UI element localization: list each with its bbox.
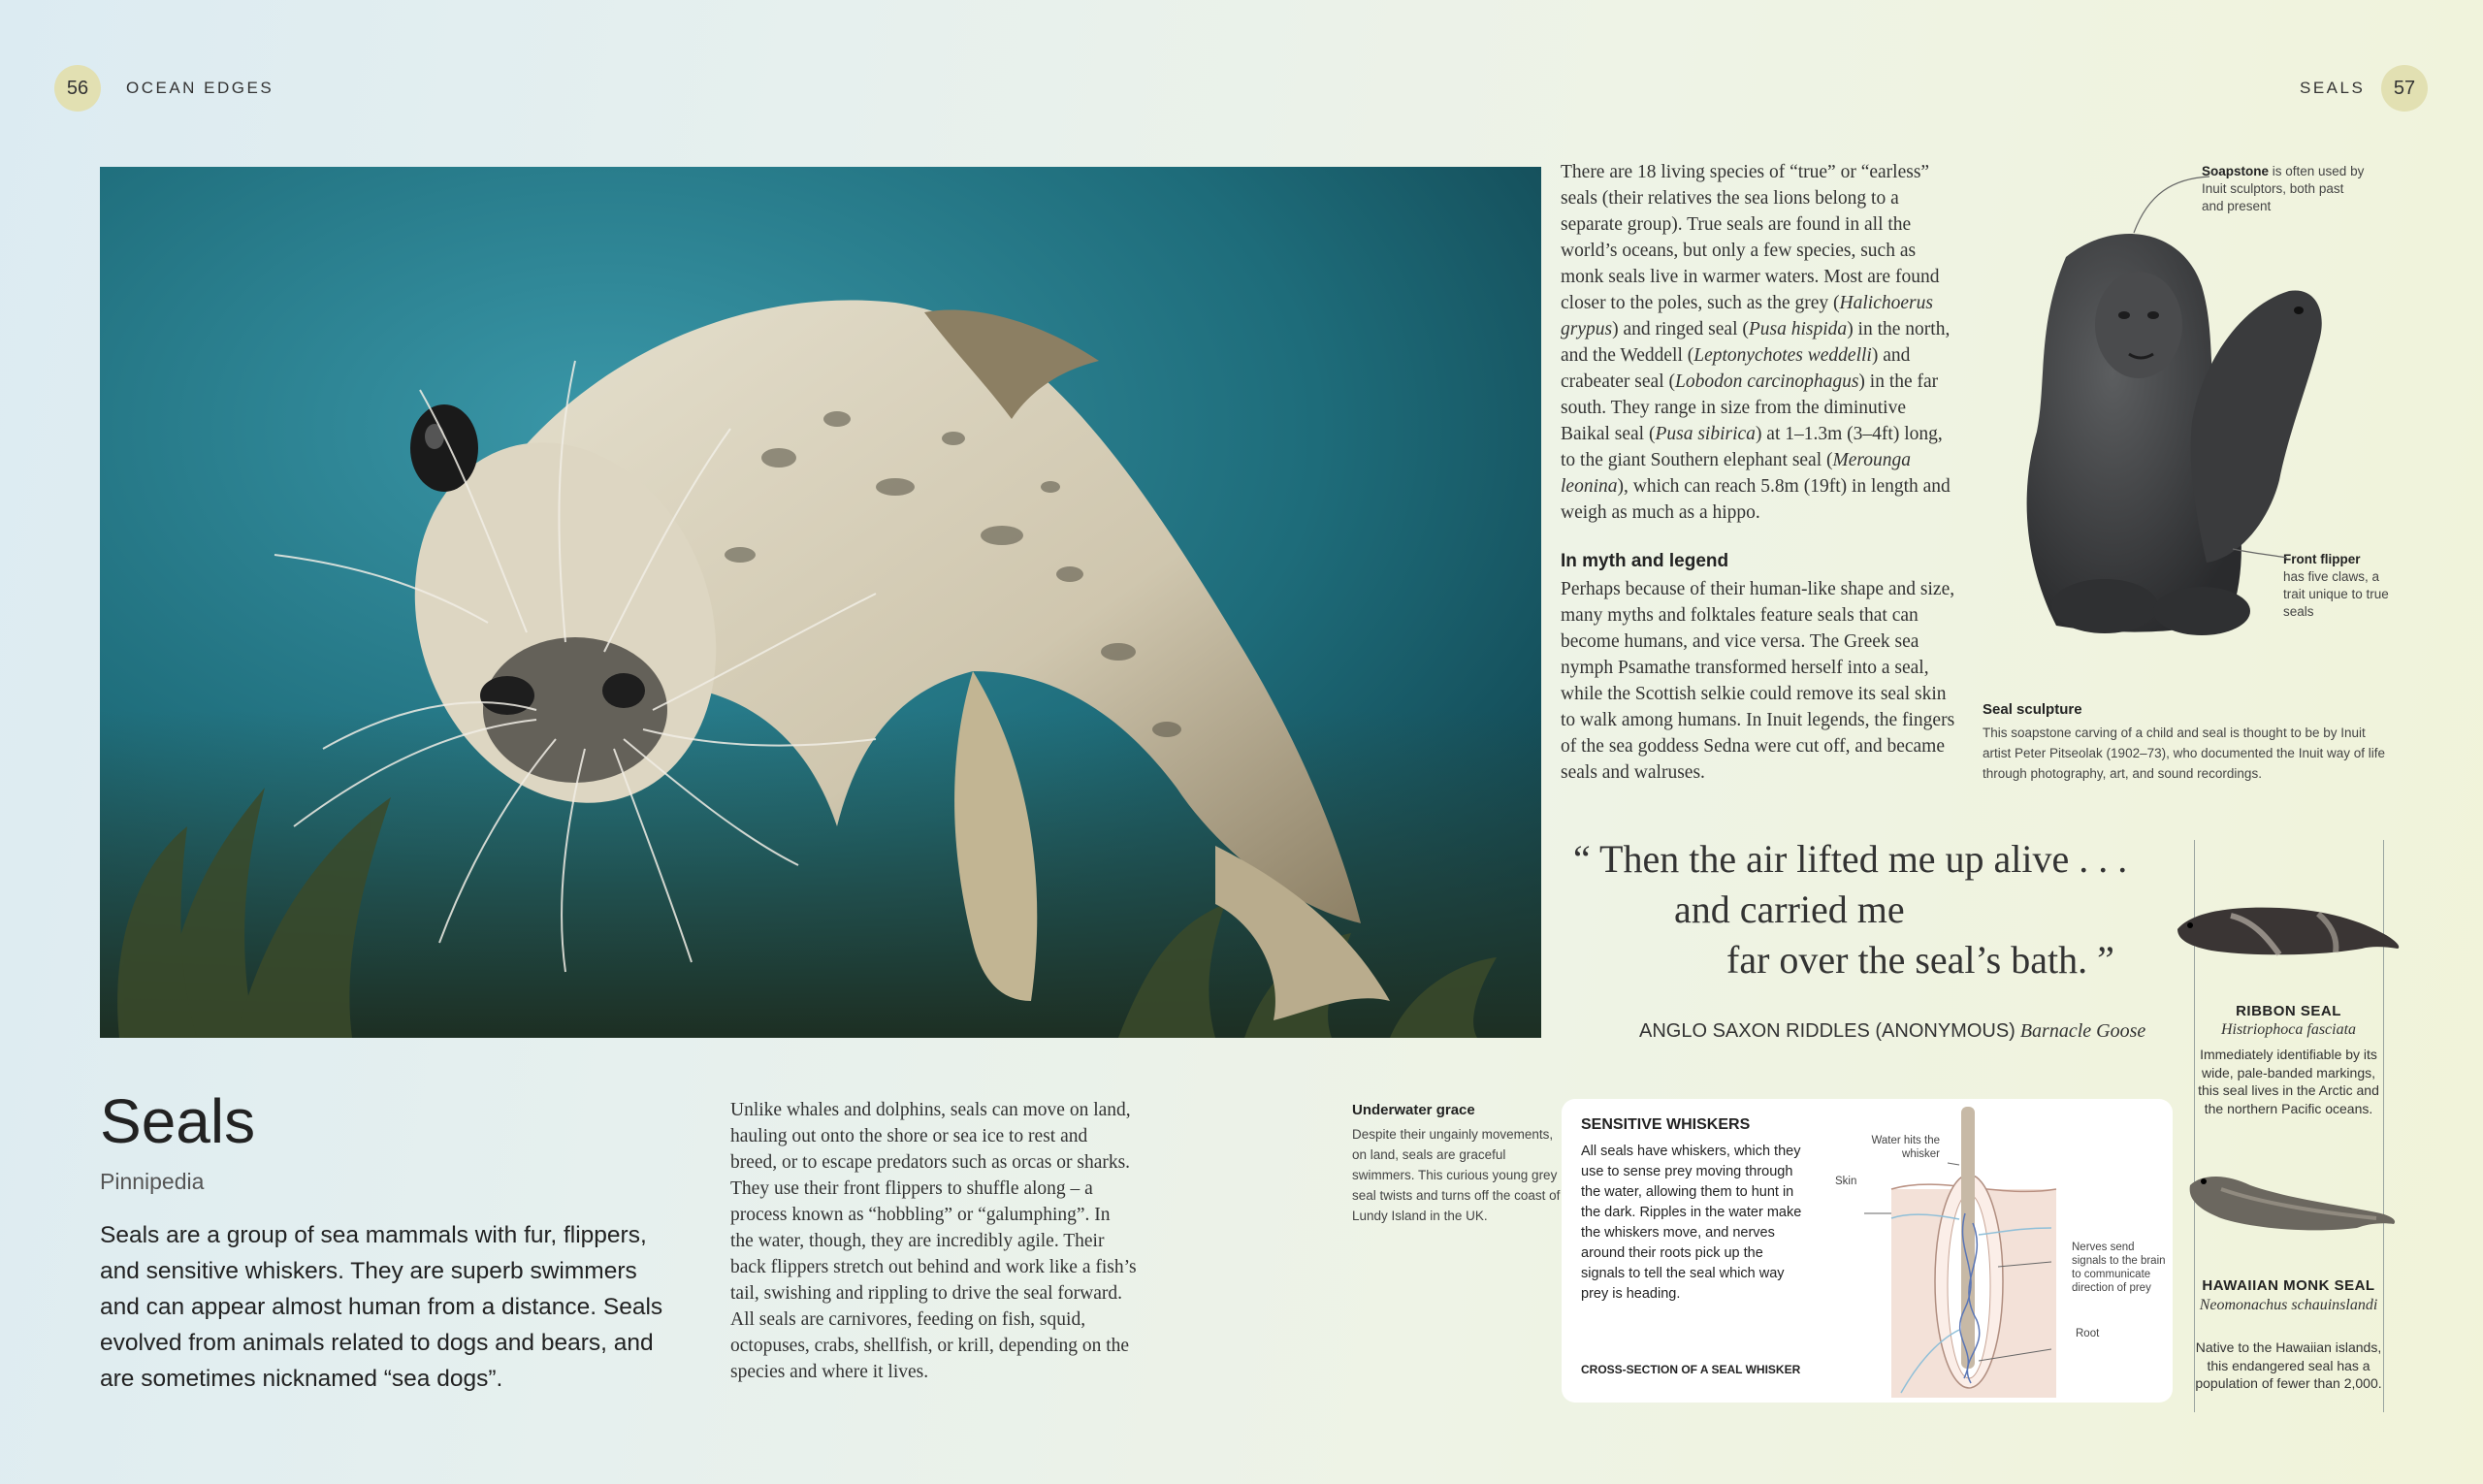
hawaiian-monk-seal-illustration	[2182, 1164, 2405, 1242]
species-paragraph	[1561, 159, 1958, 526]
sculpture-caption-text: This soapstone carving of a child and seal is thought to be by Inuit artist Peter Pitseolak (1902–73), who documented the Inuit way of life through photography, art, and sound recordings.	[1983, 726, 2385, 781]
quote-author: ANGLO SAXON RIDDLES (ANONYMOUS)	[1639, 1020, 2015, 1042]
grey-seal-illustration	[100, 167, 1541, 1038]
latin-weddell-seal: Leptonychotes weddelli	[1693, 345, 1872, 366]
latin-grey-seal: Halichoerus grypus	[1561, 293, 1933, 339]
main-seal-photo	[100, 167, 1541, 1038]
myth-heading: In myth and legend	[1561, 551, 1729, 571]
species-text-part: There are 18 living species of “true” or “earless” seals (their relatives the sea lions belong to a separate group). True seals are found in all the world’s oceans, but only a few species, such as monk seals live in warmer waters. Most are found closer to the poles, such as the grey (	[1561, 162, 1940, 313]
soapstone-label-bold: Soapstone	[2202, 164, 2270, 178]
soapstone-leader-line	[2124, 175, 2211, 242]
hawaiian-monk-seal-latin: Neomonachus schauinslandi	[2199, 1297, 2378, 1313]
latin-elephant-seal: Merounga leonina	[1561, 450, 1912, 497]
species-text-part: ) at 1–1.3m (3–4ft) long, to the giant Southern elephant seal (	[1561, 424, 1943, 470]
latin-crabeater-seal: Lobodon carcinophagus	[1675, 371, 1859, 392]
soapstone-label-rest: is often used by Inuit sculptors, both past and present	[2202, 164, 2365, 213]
label-water-hits-whisker: Water hits the whisker	[1871, 1135, 1940, 1160]
intro-text: Seals are a group of sea mammals with fur, flippers, and sensitive whiskers. They are superb swimmers and can appear almost human from a distance. Seals evolved from animals related to dogs and bears, and are sometimes nicknamed “sea dogs”.	[100, 1222, 663, 1392]
whisker-diagram-caption: CROSS-SECTION OF A SEAL WHISKER	[1581, 1363, 1801, 1376]
seal-sculpture-image	[1998, 218, 2328, 645]
latin-baikal-seal: Pusa sibirica	[1655, 424, 1756, 444]
species-text-part: ) and ringed seal (	[1612, 319, 1749, 339]
front-flipper-label-rest: has five claws, a trait unique to true seals	[2283, 569, 2389, 619]
quote-attribution	[1639, 1020, 2145, 1043]
label-skin: Skin	[1835, 1176, 1857, 1187]
quote-line-1: “ Then the air lifted me up alive . . .	[1573, 837, 2128, 881]
whiskers-title: SENSITIVE WHISKERS	[1581, 1116, 1751, 1133]
soapstone-sculpture-illustration	[1998, 218, 2328, 645]
body-column-1: Unlike whales and dolphins, seals can move on land, hauling out onto the shore or sea ice to rest and breed, or to escape predators such as orcas or sharks. They use their front flippers to shuffle along – a process known as “hobbling” or “galumphing”. In the water, though, they are incredibly agile. Their back flippers stretch out behind and work like a fish’s tail, swishing and rippling to drive the seal forward. All seals are carnivores, feeding on fish, squid, octopuses, crabs, shellfish, or krill, depending on the species and where it lives.	[730, 1100, 1137, 1382]
hawaiian-monk-seal-image	[2182, 1164, 2405, 1242]
flipper-leader-line	[2231, 543, 2289, 572]
hawaiian-monk-seal-name: HAWAIIAN MONK SEAL	[2202, 1277, 2375, 1294]
sculpture-caption-title: Seal sculpture	[1983, 701, 2082, 718]
page-title: Seals	[100, 1086, 256, 1156]
quote-line-2: and carried me	[1674, 887, 1905, 931]
myth-text: Perhaps because of their human-like shape and size, many myths and folktales feature seals that can become humans, and vice versa. The Greek sea nymph Psamathe transformed herself into a seal, while the Scottish selkie could remove its seal skin to walk among humans. In Inuit legends, the fingers of the sea goddess Sedna were cut off, and became seals and walruses.	[1561, 579, 1955, 783]
ribbon-seal-description: Immediately identifiable by its wide, pale-banded markings, this seal lives in the Arctic and the northern Pacific oceans.	[2198, 1047, 2379, 1116]
right-running-head: SEALS	[2300, 79, 2366, 97]
hawaiian-monk-seal-description: Native to the Hawaiian islands, this endangered seal has a population of fewer than 2,000.	[2195, 1339, 2382, 1391]
species-text-part: ) and crabeater seal (	[1561, 345, 1911, 392]
species-text-part: ) in the north, and the Weddell (	[1561, 319, 1951, 366]
latin-name: Pinnipedia	[100, 1169, 205, 1194]
label-nerves: Nerves send signals to the brain to communicate direction of prey	[2072, 1242, 2166, 1294]
left-running-head: OCEAN EDGES	[126, 79, 274, 97]
ribbon-seal-name: RIBBON SEAL	[2236, 1003, 2341, 1019]
right-page-number: 57	[2381, 65, 2428, 112]
soapstone-label	[2202, 163, 2367, 215]
ribbon-seal-latin: Histriophoca fasciata	[2220, 1021, 2357, 1038]
quote-source: Barnacle Goose	[2019, 1020, 2146, 1042]
front-flipper-label-bold: Front flipper	[2283, 552, 2361, 566]
underwater-caption-title: Underwater grace	[1352, 1102, 1475, 1118]
ribbon-seal-illustration	[2173, 892, 2405, 970]
left-page-number: 56	[54, 65, 101, 112]
latin-ringed-seal: Pusa hispida	[1748, 319, 1848, 339]
underwater-caption-text: Despite their ungainly movements, on land, seals are graceful swimmers. This curious young grey seal twists and turns off the coast of Lundy Island in the UK.	[1352, 1127, 1561, 1223]
front-flipper-label	[2283, 551, 2390, 621]
label-root: Root	[2076, 1328, 2100, 1339]
ribbon-seal-image	[2173, 892, 2405, 970]
quote-line-3: far over the seal’s bath. ”	[1726, 938, 2114, 982]
whiskers-box	[1562, 1099, 2173, 1403]
whiskers-text: All seals have whiskers, which they use to sense prey moving through the water, allowing them to hunt in the dark. Ripples in the water make the whiskers move, and nerves around their roots pick up the signals to tell the seal which way prey is heading.	[1581, 1144, 1802, 1302]
species-text-part: ), which can reach 5.8m (19ft) in length and weigh as much as a hippo.	[1561, 476, 1951, 523]
species-text-part: ) in the far south. They range in size from the diminutive Baikal seal (	[1561, 371, 1939, 444]
